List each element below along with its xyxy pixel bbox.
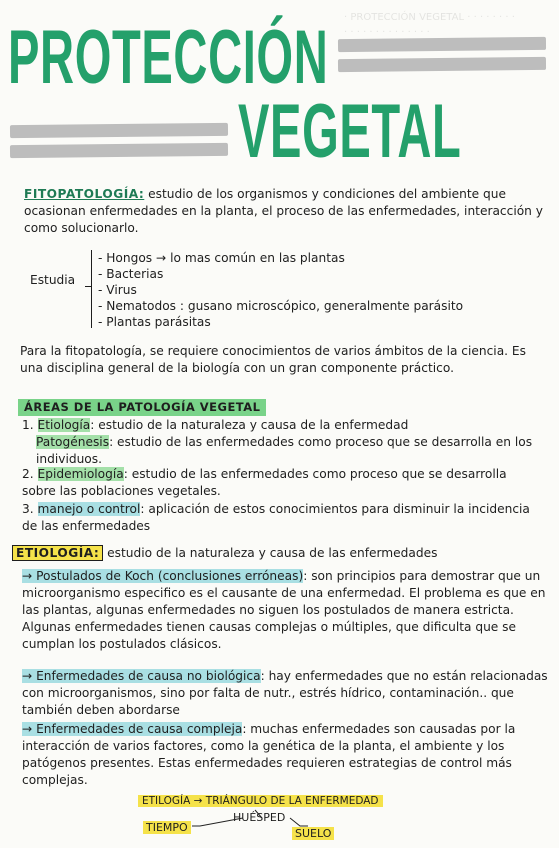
point-term: → Enfermedades de causa no biológica (22, 669, 261, 683)
point-term: → Enfermedades de causa compleja (22, 722, 243, 736)
intro-paragraph: Para la fitopatología, se requiere conocimientos de varios ámbitos de la ciencia. Es una disciplina general de la biología con un gran componente práctico. (20, 344, 526, 375)
etiologia-term: ETIOLOGÍA: (12, 545, 103, 561)
area-term: Etiología (37, 418, 91, 432)
bleed-through-text: · PROTECCIÓN VEGETAL · · · · · · · · · · · · · · · · · · · · · · (344, 12, 515, 38)
estudia-item: - Bacterias (98, 267, 164, 281)
point-term: → Postulados de Koch (conclusiones erróneas) (22, 569, 304, 583)
page-title-line2: VEGETAL (238, 89, 462, 174)
point-text: : hay enfermedades que no están relacionadas con microorganismos, sino por falta de nutr., estrés hídrico, contaminación.. que también deben abordarse (22, 669, 548, 717)
estudia-item: - Virus (98, 283, 137, 297)
area-number: 1. (22, 418, 34, 432)
area-number: 3. (22, 502, 34, 516)
estudia-item: - Plantas parásitas (98, 315, 211, 329)
triangle-left: TIEMPO (143, 821, 191, 834)
area-term: manejo o control (37, 502, 141, 516)
point-text: : muchas enfermedades son causadas por la interacción de varios factores, como la genética de la planta, el ambiente y los patógenos presentes. Estas enfermedades requieren estrategias de control más complejas. (22, 722, 516, 787)
area-number: 2. (22, 467, 34, 481)
fitopatologia-text: estudio de los organismos y condiciones del ambiente que ocasionan enfermedades en la planta, el proceso de las enfermedades, interacción y como solucionarlo. (24, 187, 543, 235)
triangle-heading: ETILOGÍA → TRIÁNGULO DE LA ENFERMEDAD (138, 795, 383, 807)
estudia-item: - Nematodos : gusano microscópico, generalmente parásito (98, 299, 464, 313)
area-text: : estudio de la naturaleza y causa de la enfermedad (90, 418, 409, 432)
areas-heading: ÁREAS DE LA PATOLOGÍA VEGETAL (18, 399, 266, 416)
estudia-item: - Hongos → lo mas común en las plantas (98, 251, 345, 265)
area-term: Epidemiología (37, 467, 124, 481)
area-text: : aplicación de estos conocimientos para disminuir la incidencia de las enfermedades (22, 502, 530, 533)
triangle-right: SUELO (292, 827, 334, 840)
page-title-line1: PROTECCIÓN (8, 15, 329, 100)
estudia-label: Estudia (30, 273, 76, 287)
etiologia-text: estudio de la naturaleza y causa de las enfermedades (107, 546, 438, 560)
triangle-top: HUÉSPED (233, 811, 286, 824)
point-text: : son principios para demostrar que un microorganismo especifico es el causante de una enfermedad. El problema es que en las plantas, algunas enfermedades no siguen los postulados de manera estricta. Algunas enfermedades tienen causas complejas o múltiples, que dificulta que se cumplan los postulados clásicos. (22, 569, 546, 651)
area-text: : estudio de las enfermedades como proceso que se desarrolla sobre las poblaciones vegetales. (22, 467, 507, 498)
fitopatologia-term: FITOPATOLOGÍA: (24, 187, 145, 201)
area-term: Patogénesis (36, 435, 110, 449)
area-text: : estudio de las enfermedades como proceso que se desarrolla en los individuos. (36, 435, 533, 466)
